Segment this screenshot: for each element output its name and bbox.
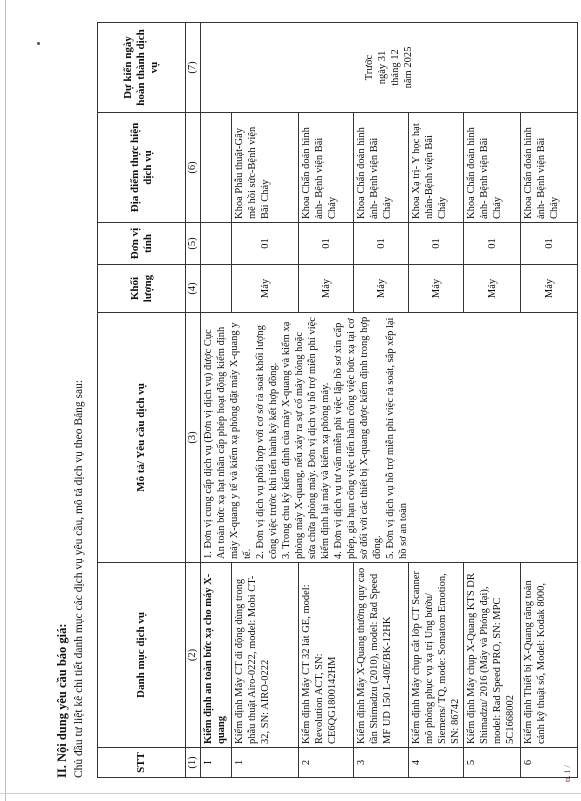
row-service: Kiểm định Máy chụp cắt lớp CT Scanner mô phỏng phục vụ xạ trị Ung bướu/ Siemens/ TQ, mode: Somatom Emotion, SN: 86742 — [409, 563, 464, 748]
scan-speck — [37, 42, 40, 45]
row-unit: 01 — [521, 223, 578, 265]
services-table — [97, 22, 578, 778]
column-number: (3) — [186, 313, 201, 563]
page-bottom-edge — [0, 793, 581, 794]
row-unit: 01 — [232, 223, 299, 265]
row-unit: 01 — [354, 223, 409, 265]
column-number-row — [186, 23, 201, 778]
deadline-cell: Trước ngày 31 tháng 12 năm 2025 — [201, 23, 578, 113]
empty-cell — [201, 223, 232, 265]
empty-cell — [201, 113, 232, 223]
row-unit: 01 — [299, 223, 354, 265]
row-quantity: Máy — [521, 265, 578, 313]
row-quantity: Máy — [232, 265, 299, 313]
row-quantity: Máy — [464, 265, 521, 313]
header-deadline: Dự kiến ngày hoàn thành dịch vụ — [98, 23, 186, 113]
group-name: Kiểm định an toàn bức xạ cho máy X-quang — [201, 563, 232, 748]
rotated-page — [55, 20, 575, 790]
row-quantity: Máy — [354, 265, 409, 313]
row-stt: 6 — [521, 748, 578, 778]
row-service: Kiểm định Thiết bị X-Quang răng toàn cảnh kỹ thuật số, Model: Kodak 8000, — [521, 563, 578, 748]
header-location: Địa điểm thực hiện dịch vụ — [98, 113, 186, 223]
header-unit: Đơn vị tính — [98, 223, 186, 265]
row-location: Khoa Phẫu thuật-Gây mê hồi sức-Bệnh viện Bãi Cháy — [232, 113, 299, 223]
row-quantity: Máy — [299, 265, 354, 313]
row-stt: 1 — [232, 748, 299, 778]
row-location: Khoa Chẩn đoán hình ảnh- Bệnh viện Bãi Cháy — [354, 113, 409, 223]
header-stt: STT — [98, 748, 186, 778]
row-service: Kiểm định Máy X-Quang thường quy cao tần Shimadzu (2010), model: Rad Speed MF UD 150 L-40E/BK-12HK — [354, 563, 409, 748]
header-description: Mô tả/ Yêu cầu dịch vụ — [98, 313, 186, 563]
row-unit: 01 — [464, 223, 521, 265]
row-stt: 3 — [354, 748, 409, 778]
row-location: Khoa Xạ trị- Y học hạt nhân-Bệnh viện Bãi Cháy — [409, 113, 464, 223]
row-stt: 2 — [299, 748, 354, 778]
header-service: Danh mục dịch vụ — [98, 563, 186, 748]
row-unit: 01 — [409, 223, 464, 265]
description-cell: 1. Đơn vị cung cấp dịch vụ (Đơn vị dịch vụ) được Cục An toàn bức xạ hạt nhân cấp phép hoạt động kiểm định máy X-quang y tế và kiểm xạ phòng đặt máy X-quang y tế. 2. Đơn vị dịch vụ phối hợp với cơ sở rà soát khối lượng công việc trước khi tiến hành ký kết hợp đồng. 3. Trong chu kỳ kiểm định của máy X-quang và kiểm xạ phòng máy X-quang, nếu xảy ra sự cố máy hỏng hoặc sửa chữa phòng máy. Đơn vị dịch vụ hỗ trợ miễn phí việc kiểm định lại máy và kiểm xạ phòng máy. 4. Đơn vị dịch vụ tư vấn miễn phí việc lập hồ sơ xin cấp phép, gia hạn công việc tiến hành công việc bức xạ tại cơ sở đối với các thiết bị X-quang được kiểm định trong hợp đồng. 5. Đơn vị dịch vụ hỗ trợ miễn phí việc rà soát, sắp xếp lại hồ sơ an toàn — [201, 313, 578, 563]
column-number: (4) — [186, 265, 201, 313]
column-number: (2) — [186, 563, 201, 748]
column-number: (5) — [186, 223, 201, 265]
intro-text: Chủ đầu tư liệt kê chi tiết danh mục các dịch vụ yêu cầu, mô tả dịch vụ theo Bảng sau: — [73, 379, 85, 778]
empty-cell — [201, 265, 232, 313]
group-row — [201, 23, 232, 778]
column-number: (1) — [186, 748, 201, 778]
row-service: Kiểm định Máy CT di động dùng trong phẫu thuật Airo-0222, model: Mobi CT-32, SN: AIRO-0222 — [232, 563, 299, 748]
row-service: Kiểm định Máy CT 32 lát GE, model: Revolution ACT, SN: CE6QG1800142HM — [299, 563, 354, 748]
section-title: II. Nội dung yêu cầu báo giá: — [55, 623, 69, 778]
row-location: Khoa Chẩn đoán hình ảnh- Bệnh viện Bãi Cháy — [464, 113, 521, 223]
column-number: (6) — [186, 113, 201, 223]
header-row — [98, 23, 186, 778]
column-number: (7) — [186, 23, 201, 113]
header-quantity: Khối lượng — [98, 265, 186, 313]
row-stt: 4 — [409, 748, 464, 778]
group-stt: I — [201, 748, 232, 778]
row-location: Khoa Chẩn đoán hình ảnh- Bệnh viện Bãi Cháy — [521, 113, 578, 223]
page-left-edge — [5, 0, 6, 801]
row-location: Khoa Chẩn đoán hình ảnh- Bệnh viện Bãi Cháy — [299, 113, 354, 223]
page-mark: tr. 1 / — [563, 765, 572, 782]
row-quantity: Máy — [409, 265, 464, 313]
row-service: Kiểm định Máy chụp X-Quang KTS DR Shimadzu/ 2016 (Máy và Phóng đại), model: Rad Speed PRO, SN: MPC 5C1668002 — [464, 563, 521, 748]
row-stt: 5 — [464, 748, 521, 778]
